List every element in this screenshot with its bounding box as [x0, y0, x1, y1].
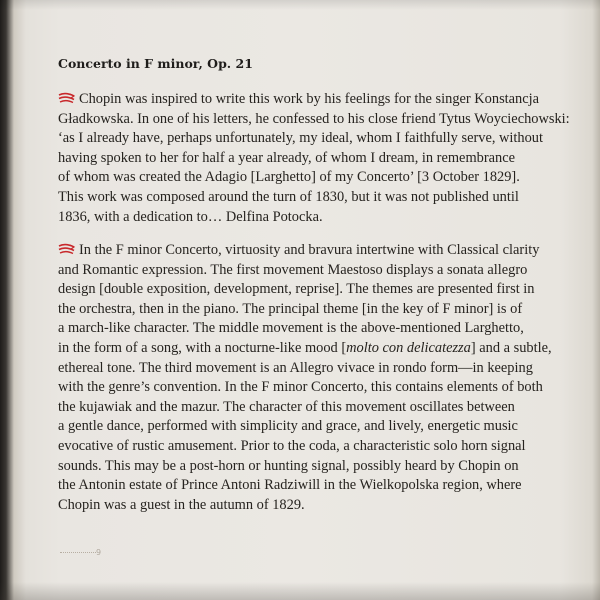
paragraph-line: a march-like character. The middle movement is the above-mentioned Larghetto,: [58, 320, 524, 337]
folio-dots: [60, 546, 96, 553]
paragraph-line: This work was composed around the turn of 1830, but it was not published until: [58, 188, 519, 205]
top-shadow: [0, 0, 600, 10]
paragraph-line: having spoken to her for half a year already, of whom I dream, in remembrance: [58, 149, 515, 166]
paragraph-line: ethereal tone. The third movement is an Allegro vivace in rondo form—in keeping: [58, 359, 533, 376]
paragraph-line: with the genre’s convention. In the F minor Concerto, this contains elements of both: [58, 379, 543, 396]
paragraph-2: [58, 241, 578, 515]
line-text: In the F minor Concerto, virtuosity and bravura intertwine with Classical clarity: [79, 242, 540, 258]
paragraph-line: the orchestra, then in the piano. The principal theme [in the key of F minor] is of: [58, 300, 523, 317]
paragraph-line: and Romantic expression. The first movement Maestoso displays a sonata allegro: [58, 261, 528, 278]
paragraph-line: [58, 339, 578, 359]
paragraph-line: [58, 241, 578, 261]
red-flourish-icon: [58, 92, 75, 104]
paragraph-line: sounds. This may be a post-horn or hunting signal, possibly heard by Chopin on: [58, 457, 519, 474]
red-flourish-icon: [58, 243, 75, 255]
paragraph-line: [58, 90, 578, 110]
page-title: Concerto in F minor, Op. 21: [58, 56, 253, 71]
line-text: ] and a subtle,: [470, 339, 552, 356]
paragraph-line: 1836, with a dedication to… Delfina Potocka.: [58, 208, 323, 225]
paragraph-line: the kujawiak and the mazur. The character of this movement oscillates between: [58, 398, 515, 415]
paragraph-line: a gentle dance, performed with simplicity and grace, and lively, energetic music: [58, 418, 518, 435]
italic-term: molto con delicatezza: [346, 339, 471, 356]
line-text: Chopin was inspired to write this work by his feelings for the singer Konstancja: [79, 91, 540, 107]
line-text: in the form of a song, with a nocturne-like mood [: [58, 339, 347, 356]
paragraph-line: evocative of rustic amusement. Prior to the coda, a characteristic solo horn signal: [58, 437, 526, 454]
page-number: [60, 546, 101, 557]
paragraph-line: Chopin was a guest in the autumn of 1829.: [58, 496, 305, 513]
paragraph-line: ‘as I already have, perhaps unfortunately, my ideal, whom I faithfully serve, without: [58, 130, 543, 147]
bottom-shadow: [0, 582, 600, 600]
paragraph-line: the Antonin estate of Prince Antoni Radziwill in the Wielkopolska region, where: [58, 477, 522, 494]
paragraph-1: [58, 90, 578, 227]
paragraph-line: of whom was created the Adagio [Larghetto] of my Concerto’ [3 October 1829].: [58, 169, 520, 186]
paragraph-line: Gładkowska. In one of his letters, he confessed to his close friend Tytus Woyciechowski:: [58, 110, 570, 127]
page-number-text: 9: [96, 548, 102, 557]
paragraph-line: design [double exposition, development, reprise]. The themes are presented first in: [58, 281, 535, 298]
